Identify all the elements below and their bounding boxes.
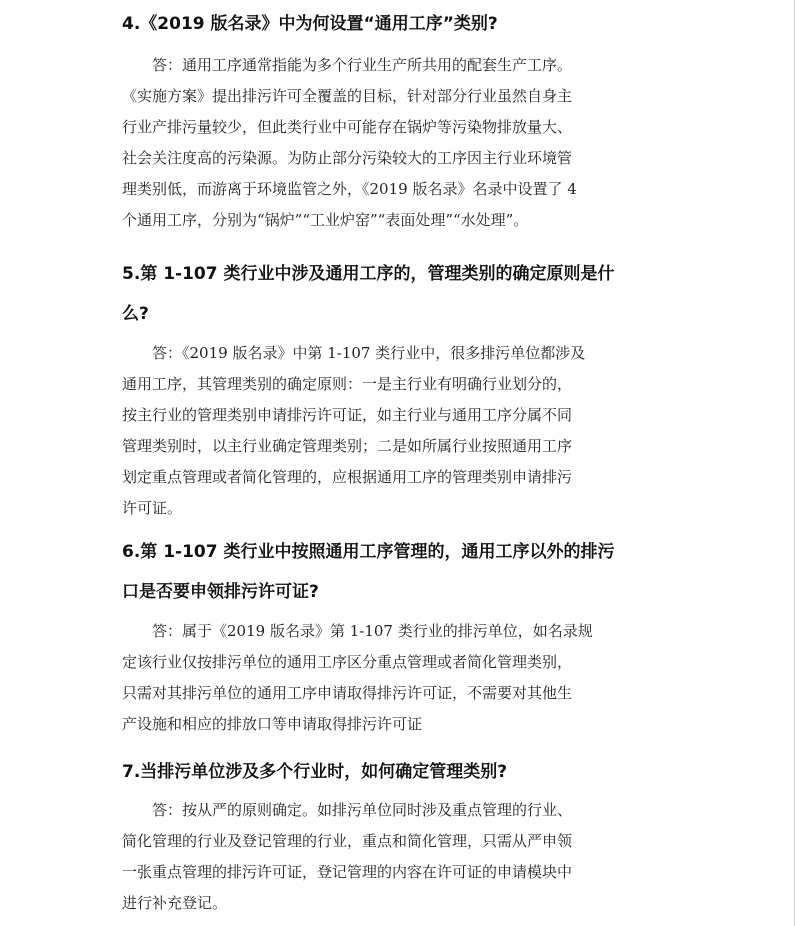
page-edge-line [794,0,795,926]
answer-line: 许可证。 [122,499,183,517]
question-heading [0,254,796,334]
answer-line: 按主行业的管理类别申请排污许可证，如主行业与通用工序分属不同 [122,406,573,424]
question-line: 5.第 1-107 类行业中涉及通用工序的，管理类别的确定原则是什 [122,264,615,284]
answer-line: 管理类别时，以主行业确定管理类别；二是如所属行业按照通用工序 [122,437,573,455]
answer-paragraph [0,338,796,524]
answer-line: 产设施和相应的排放口等申请取得排污许可证 [122,715,423,733]
answer-paragraph [0,50,796,236]
answer-line: 定该行业仅按排污单位的通用工序区分重点管理或者简化管理类别， [122,653,573,671]
question-line: 6.第 1-107 类行业中按照通用工序管理的，通用工序以外的排污 [122,542,615,562]
answer-line: 理类别低，而游离于环境监管之外，《2019 版名录》名录中设置了 4 [122,180,577,198]
faq-item-7 [0,760,796,919]
question-heading: 4.《2019 版名录》中为何设置“通用工序”类别? [122,14,498,34]
answer-line: 进行补充登记。 [122,894,228,912]
faq-item-6 [0,532,796,740]
question-heading: 7.当排污单位涉及多个行业时，如何确定管理类别? [122,762,508,782]
answer-line: 答：按从严的原则确定。如排污单位同时涉及重点管理的行业、 [152,801,573,819]
answer-line: 答：《2019 版名录》中第 1-107 类行业中，很多排污单位都涉及 [152,344,586,362]
question-heading [0,532,796,612]
faq-item-4 [0,12,796,236]
faq-item-5 [0,254,796,524]
question-line: 口是否要申领排污许可证? [122,582,319,602]
answer-line: 划定重点管理或者简化管理的，应根据通用工序的管理类别申请排污 [122,468,573,486]
answer-line: 只需对其排污单位的通用工序申请取得排污许可证，不需要对其他生 [122,684,573,702]
question-line: 么? [122,304,149,324]
answer-line: 一张重点管理的排污许可证，登记管理的内容在许可证的申请模块中 [122,863,573,881]
answer-paragraph [0,795,796,919]
answer-line: 答：通用工序通常指能为多个行业生产所共用的配套生产工序。 [152,56,573,74]
answer-line: 社会关注度高的污染源。为防止部分污染较大的工序因主行业环境管 [122,149,573,167]
answer-line: 个通用工序，分别为“锅炉”“工业炉窑”“表面处理”“水处理”。 [122,211,529,229]
answer-line: 通用工序，其管理类别的确定原则：一是主行业有明确行业划分的， [122,375,573,393]
answer-line: 答：属于《2019 版名录》第 1-107 类行业的排污单位，如名录规 [152,622,593,640]
answer-paragraph [0,616,796,740]
answer-line: 行业产排污量较少，但此类行业中可能存在锅炉等污染物排放量大、 [122,118,573,136]
answer-line: 简化管理的行业及登记管理的行业，重点和简化管理，只需从严申领 [122,832,573,850]
answer-line: 《实施方案》提出排污许可全覆盖的目标，针对部分行业虽然自身主 [122,87,573,105]
